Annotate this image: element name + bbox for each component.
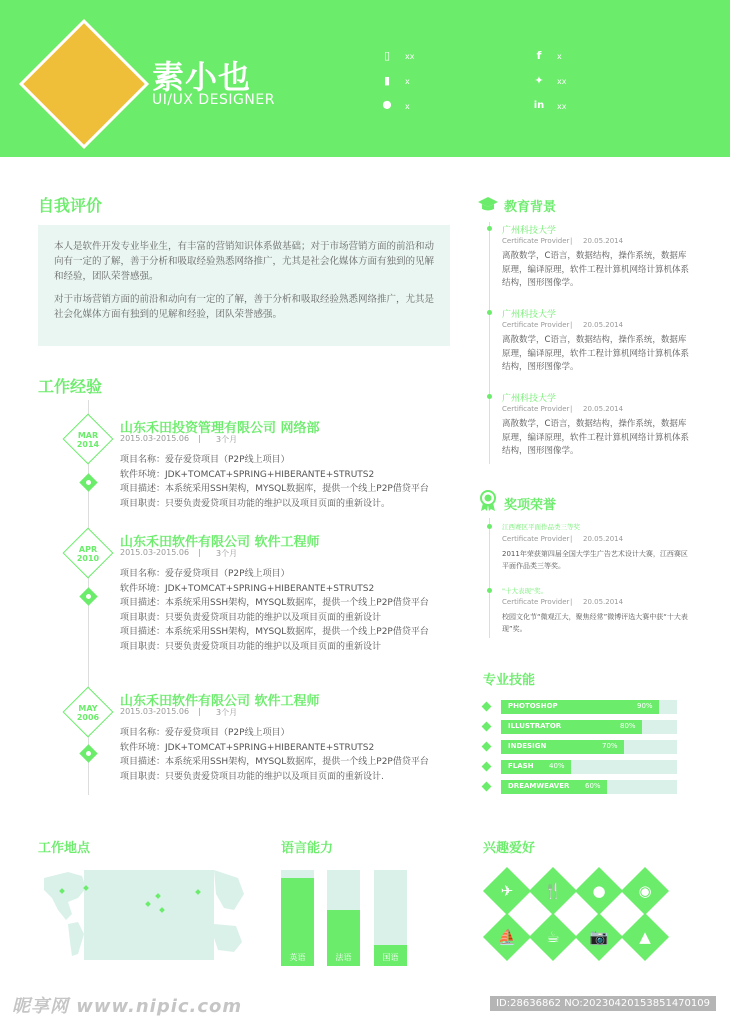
- timeline-dot: [79, 587, 97, 605]
- candidate-name: 素小也: [152, 58, 252, 96]
- education-sep: |: [570, 237, 573, 245]
- work-heading: 工作经验: [38, 377, 103, 396]
- award-title: 江西赛区平面作品类三等奖: [502, 523, 580, 531]
- mobile-icon: ▮: [383, 74, 391, 87]
- award-dot: [487, 524, 492, 529]
- sailing-icon: ⛵: [497, 928, 517, 946]
- education-dot: [487, 310, 492, 315]
- timeline-dot: [79, 744, 97, 762]
- skill-row: [483, 700, 677, 714]
- facebook-icon[interactable]: f: [536, 49, 542, 62]
- job-date: [64, 431, 112, 449]
- education-date: 20.05.2014: [583, 405, 624, 413]
- hobby-tile: [483, 913, 531, 961]
- job-line: 软件环境：JDK+TOMCAT+SPRING+HIBERANTE+STRUTS2: [120, 742, 375, 753]
- world-map: [38, 864, 248, 960]
- location-heading: 工作地点: [38, 841, 91, 856]
- job-line: 软件环境：JDK+TOMCAT+SPRING+HIBERANTE+STRUTS2: [120, 469, 375, 480]
- job-period: 2015.03-2015.06: [120, 707, 190, 716]
- awards-timeline-line: [489, 518, 490, 638]
- hobby-tile: [575, 913, 623, 961]
- graduation-cap-icon: [478, 196, 498, 212]
- skill-name: ILLUSTRATOR: [508, 722, 562, 730]
- job-company: 山东禾田投资管理有限公司 网络部: [120, 421, 320, 436]
- hobby-tile: [621, 913, 669, 961]
- job-line: 项目名称：爱存爱贷项目（P2P线上项目）: [120, 728, 290, 738]
- job-period: 2015.03-2015.06: [120, 434, 190, 443]
- education-description: 离散数学，C语言，数据结构，操作系统，数据库原理，编译原理，软件工程计算机网络计算机体系结构，图形图像学。: [502, 419, 690, 456]
- education-school: 广州科技大学: [502, 394, 557, 404]
- education-dot: [487, 394, 492, 399]
- skill-bullet: [482, 782, 492, 792]
- award-provider: Certificate Provider: [502, 598, 570, 606]
- skill-percent: 90%: [637, 702, 653, 710]
- coffee-icon: ☕: [546, 928, 560, 946]
- skill-row: [483, 780, 677, 794]
- job-period: 2015.03-2015.06: [120, 548, 190, 557]
- job-month: MAY: [78, 704, 98, 713]
- award-sep: |: [570, 535, 573, 543]
- award-sep: |: [570, 598, 573, 606]
- education-provider: Certificate Provider: [502, 237, 570, 245]
- basketball-icon: ◉: [638, 882, 652, 900]
- skills-heading: 专业技能: [483, 673, 536, 688]
- award-description: 校园文化节“微观江大，聚焦经常”微博评选大赛中获“十大表现”奖。: [502, 613, 688, 633]
- skill-name: DREAMWEAVER: [508, 782, 570, 790]
- hobby-tile: [621, 867, 669, 915]
- hobbies-heading: 兴趣爱好: [483, 841, 536, 856]
- education-date: 20.05.2014: [583, 237, 624, 245]
- job-year: 2014: [76, 440, 100, 449]
- contact-facebook: x: [557, 52, 562, 61]
- job-date: [64, 545, 112, 563]
- job-date: [64, 704, 112, 722]
- award-date: 20.05.2014: [583, 535, 624, 543]
- language-heading: 语言能力: [281, 841, 334, 856]
- education-dot: [487, 226, 492, 231]
- campfire-icon: ▲: [639, 928, 651, 946]
- job-details: [120, 567, 429, 654]
- location-icon: ⬤: [382, 100, 392, 109]
- candidate-title: UI/UX DESIGNER: [152, 92, 275, 108]
- education-sep: |: [570, 321, 573, 329]
- contact-twitter: xx: [557, 77, 567, 86]
- skill-bullet: [482, 762, 492, 772]
- job-details: [120, 726, 429, 784]
- contact-location: x: [405, 102, 410, 111]
- award-title: "十大表现"奖。: [502, 587, 547, 595]
- language-bar: [281, 870, 314, 966]
- award-dot: [487, 588, 492, 593]
- skill-row: [483, 740, 677, 754]
- linkedin-icon[interactable]: in: [533, 100, 545, 111]
- header: [0, 0, 730, 157]
- hobby-tile: [529, 913, 577, 961]
- education-description: 离散数学，C语言，数据结构，操作系统，数据库原理，编译原理，软件工程计算机网络计算机体系结构，图形图像学。: [502, 251, 690, 288]
- timeline-dot: [79, 473, 97, 491]
- skill-percent: 60%: [585, 782, 601, 790]
- skill-percent: 70%: [602, 742, 618, 750]
- job-line: 项目描述：本系统采用SSH架构，MYSQL数据库，提供一个线上P2P借贷平台: [120, 757, 429, 767]
- twitter-icon[interactable]: ✦: [534, 74, 544, 87]
- job-line: 项目描述：本系统采用SSH架构，MYSQL数据库，提供一个线上P2P借贷平台: [120, 627, 429, 637]
- language-bar: [374, 870, 407, 966]
- job-company: 山东禾田软件有限公司 软件工程师: [120, 694, 320, 709]
- education-description: 离散数学，C语言，数据结构，操作系统，数据库原理，编译原理，软件工程计算机网络计算机体系结构，图形图像学。: [502, 335, 690, 372]
- job-line: 项目名称：爱存爱贷项目（P2P线上项目）: [120, 455, 290, 465]
- award-description: 2011年荣获第四届全国大学生广告艺术设计大赛，江西赛区平面作品类三等奖。: [502, 550, 688, 570]
- image-id: ID:28636862 NO:20230420153851470109: [490, 996, 716, 1011]
- phone-icon: ▯: [383, 49, 391, 62]
- hobby-tile: [575, 867, 623, 915]
- skill-name: INDESIGN: [508, 742, 547, 750]
- camera-icon: 📷: [589, 928, 609, 946]
- education-provider: Certificate Provider: [502, 405, 570, 413]
- airplane-icon: ✈: [500, 882, 514, 900]
- job-line: 项目名称：爱存爱贷项目（P2P线上项目）: [120, 569, 290, 579]
- skill-bullet: [482, 702, 492, 712]
- job-line: 项目职责：只要负责爱贷项目功能的维护以及项目页面的重新设计: [120, 612, 382, 623]
- contact-linkedin: xx: [557, 102, 567, 111]
- hobby-tile: [483, 867, 531, 915]
- job-line: 项目描述：本系统采用SSH架构，MYSQL数据库，提供一个线上P2P借贷平台: [120, 598, 429, 608]
- contact-mobile: x: [405, 77, 410, 86]
- award-provider: Certificate Provider: [502, 535, 570, 543]
- job-details: [120, 453, 429, 511]
- hobby-tile: [529, 867, 577, 915]
- language-name: 国语: [382, 953, 399, 962]
- award-date: 20.05.2014: [583, 598, 624, 606]
- skill-percent: 40%: [549, 762, 565, 770]
- skill-name: FLASH: [508, 762, 534, 770]
- job-duration: 3个月: [216, 549, 238, 558]
- job-year: 2006: [76, 713, 100, 722]
- dining-icon: 🍴: [543, 882, 563, 900]
- education-school: 广州科技大学: [502, 310, 557, 320]
- avatar-diamond: [19, 19, 149, 149]
- about-heading: 自我评价: [38, 196, 103, 215]
- job-month: MAR: [77, 431, 99, 440]
- job-sep: |: [198, 434, 201, 443]
- about-paragraph-1: 本人是软件开发专业毕业生，有丰富的营销知识体系做基础；对于市场营销方面的前沿和动向有一定的了解，善于分析和吸取经验熟悉网络推广，尤其是社会化媒体方面有独到的见解和经验，团队荣誉感强。: [54, 241, 435, 282]
- education-date: 20.05.2014: [583, 321, 624, 329]
- job-line: 项目职责：只要负责爱贷项目功能的维护以及项目页面的重新设计。: [120, 498, 391, 509]
- skill-name: PHOTOSHOP: [508, 702, 558, 710]
- about-box: [38, 225, 450, 346]
- medal-icon: [479, 490, 497, 512]
- job-duration: 3个月: [216, 435, 238, 444]
- education-school: 广州科技大学: [502, 226, 557, 236]
- skill-bullet: [482, 722, 492, 732]
- education-timeline-line: [489, 222, 490, 464]
- education-provider: Certificate Provider: [502, 321, 570, 329]
- contact-phone: xx: [405, 52, 415, 61]
- language-name: 法语: [335, 953, 352, 962]
- job-line: 软件环境：JDK+TOMCAT+SPRING+HIBERANTE+STRUTS2: [120, 583, 375, 594]
- job-line: 项目职责：只要负责爱贷项目功能的维护以及项目页面的重新设计: [120, 641, 382, 652]
- education-sep: |: [570, 405, 573, 413]
- language-bar: [327, 870, 360, 966]
- job-year: 2010: [76, 554, 100, 563]
- job-sep: |: [198, 707, 201, 716]
- skill-row: [483, 760, 677, 774]
- about-paragraph-2: 对于市场营销方面的前沿和动向有一定的了解，善于分析和吸取经验熟悉网络推广，尤其是社会化媒体方面有独到的见解和经验，团队荣誉感强。: [54, 294, 435, 320]
- job-sep: |: [198, 548, 201, 557]
- education-heading: 教育背景: [504, 200, 557, 215]
- job-line: 项目职责：只要负责爱贷项目功能的维护以及项目页面的重新设计.: [120, 771, 384, 782]
- job-duration: 3个月: [216, 708, 238, 717]
- language-name: 英语: [289, 953, 306, 962]
- job-line: 项目描述：本系统采用SSH架构，MYSQL数据库，提供一个线上P2P借贷平台: [120, 484, 429, 494]
- job-month: APR: [78, 545, 98, 554]
- skill-bullet: [482, 742, 492, 752]
- awards-heading: 奖项荣誉: [504, 498, 557, 513]
- watermark: 昵享网 www.nipic.com: [12, 996, 243, 1017]
- skill-percent: 80%: [620, 722, 636, 730]
- bowling-icon: ●: [592, 882, 606, 900]
- skill-row: [483, 720, 677, 734]
- job-company: 山东禾田软件有限公司 软件工程师: [120, 535, 320, 550]
